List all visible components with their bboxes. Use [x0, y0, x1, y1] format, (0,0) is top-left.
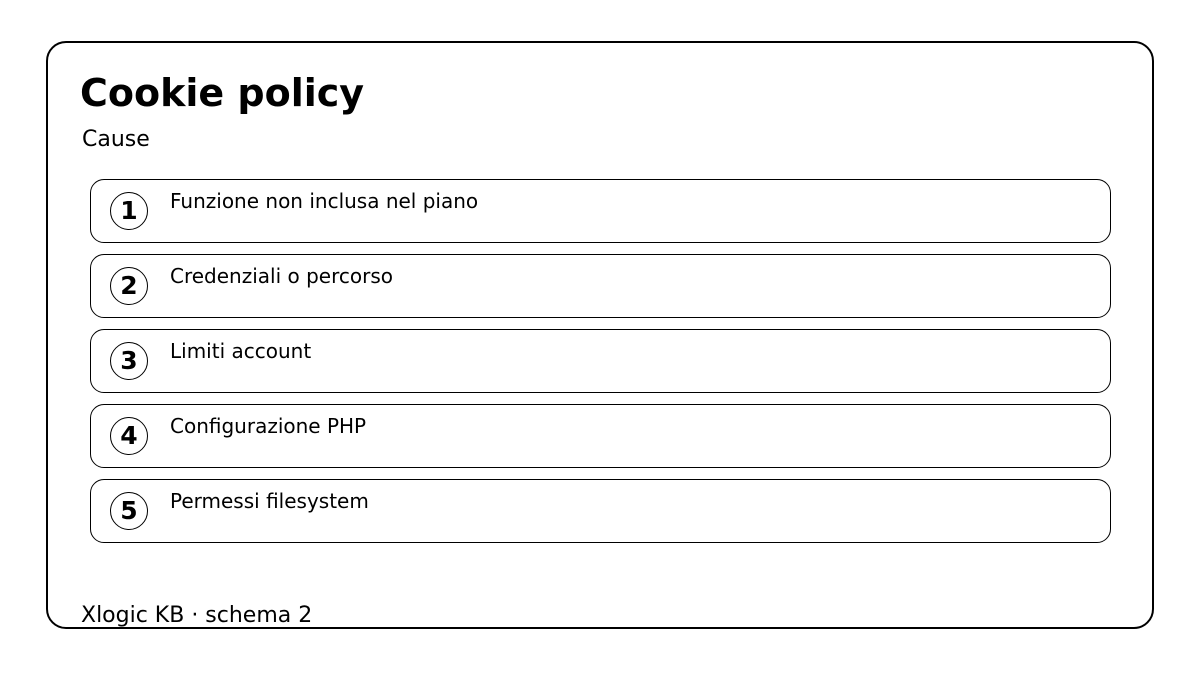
step-box-2 [90, 254, 1111, 318]
step-label: Limiti account [170, 339, 312, 363]
step-box-5 [90, 479, 1111, 543]
step-box-1 [90, 179, 1111, 243]
step-number-badge: 5 [110, 492, 148, 530]
step-box-4 [90, 404, 1111, 468]
step-label: Credenziali o percorso [170, 264, 393, 288]
step-label: Funzione non inclusa nel piano [170, 189, 479, 213]
page-title: Cookie policy [80, 71, 365, 115]
step-label: Configurazione PHP [170, 414, 367, 438]
footer-caption: Xlogic KB · schema 2 [81, 603, 313, 628]
step-label: Permessi filesystem [170, 489, 369, 513]
step-box-3 [90, 329, 1111, 393]
step-number-badge: 4 [110, 417, 148, 455]
step-number-badge: 3 [110, 342, 148, 380]
step-number-badge: 1 [110, 192, 148, 230]
diagram-subtitle: Cause [82, 127, 150, 152]
step-number-badge: 2 [110, 267, 148, 305]
